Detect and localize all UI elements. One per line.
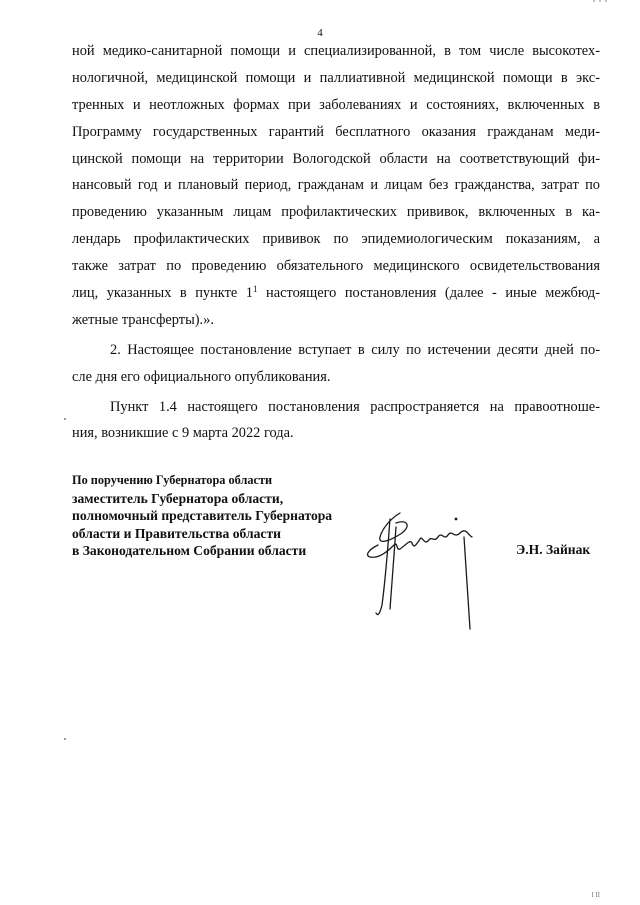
text-fragment: настоящего постановления (далее - иные межбюд-	[257, 285, 600, 302]
page-number: 4	[317, 27, 323, 39]
signature-dot	[455, 518, 458, 521]
signatory-line: полномочный представитель Губернатора	[72, 508, 333, 523]
text-line: проведению указанным лицам профилактических прививок, включенных в ка-	[72, 204, 600, 221]
paragraph-2-last-line: сле дня его официального опубликования.	[72, 368, 331, 385]
text-line: нансовый год и плановый период, гражданам и лицам без гражданства, затрат по	[72, 177, 600, 194]
text-line: тренных и неотложных формах при заболеваниях и состояниях, включенных в	[72, 96, 600, 113]
text-line: нологичной, медицинской помощи и паллиативной медицинской помощи в экс-	[72, 69, 600, 86]
text-line: жетные трансферты).».	[72, 311, 214, 328]
text-line: также затрат по проведению обязательного медицинского освидетельствования	[72, 258, 600, 275]
scan-speck	[64, 418, 66, 420]
text-line: лендарь профилактических прививок по эпидемиологическим показаниям, а	[72, 231, 600, 248]
scan-mark	[592, 0, 618, 3]
signatory-line: области и Правительства области	[72, 525, 281, 541]
signer-name: Э.Н. Зайнак	[516, 542, 591, 557]
text-line: Программу государственных гарантий бесплатного оказания гражданам меди-	[72, 123, 600, 140]
text-fragment: лиц, указанных в пункте 1	[72, 285, 253, 302]
signatory-line: заместитель Губернатора области,	[72, 490, 284, 506]
paragraph-2-first-line: 2. Настоящее постановление вступает в силу по истечении десяти дней по-	[110, 341, 600, 358]
text-line: ной медико-санитарной помощи и специализированной, в том числе высокотех-	[72, 43, 600, 59]
handwritten-signature	[360, 505, 490, 645]
signatory-title-block	[72, 472, 372, 560]
superscript: 1	[252, 284, 258, 295]
document-body	[72, 38, 600, 447]
signatory-line: в Законодательном Собрании области	[72, 543, 307, 558]
paragraph-3-last-line: ния, возникшие с 9 марта 2022 года.	[72, 425, 294, 442]
scan-speck	[64, 738, 66, 740]
signatory-line: По поручению Губернатора области	[72, 473, 273, 487]
paragraph-3-first-line: Пункт 1.4 настоящего постановления распространяется на правоотноше-	[110, 398, 600, 415]
scan-mark-bottom: І ІІ	[591, 891, 600, 899]
text-line: цинской помощи на территории Вологодской области на соответствующий фи-	[72, 150, 600, 167]
text-line-with-footnote	[72, 280, 600, 307]
